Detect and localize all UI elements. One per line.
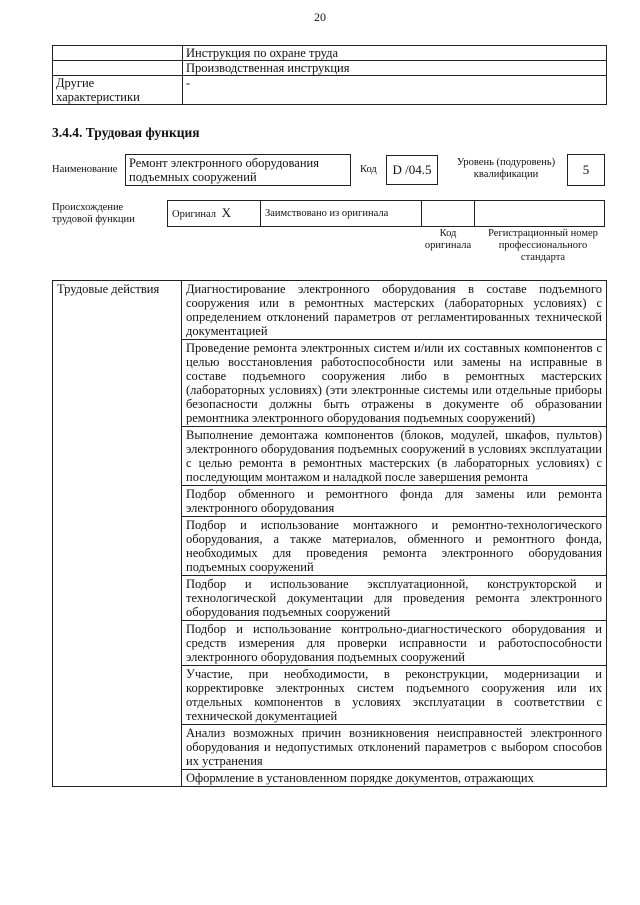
labor-action-item: Анализ возможных причин возникновения неисправностей электронного оборудования и недопустимых отклонений параметров с выбором способов их устранения: [182, 725, 607, 770]
original-cell: [168, 201, 261, 227]
function-name-value: Ремонт электронного оборудования подъемных сооружений: [125, 154, 351, 186]
labor-action-item: Подбор и использование монтажного и ремонтно-технологического оборудования, а также материалов, обменного и ремонтного фонда, необходимых для проведения ремонта электронного оборудования подъемных сооружений: [182, 517, 607, 576]
table-cell: -: [183, 76, 607, 105]
name-label: Наименование: [52, 164, 118, 175]
table-row: [53, 76, 607, 105]
table-row: [168, 201, 605, 227]
labor-actions-table: [52, 280, 607, 787]
qualification-level-value: 5: [567, 154, 605, 186]
table-cell: Инструкция по охране труда: [183, 46, 607, 61]
labor-action-item: Подбор и использование контрольно-диагностического оборудования и средств измерения для проверки исправности и работоспособности электронного оборудования подъемных сооружений: [182, 621, 607, 666]
code-label: Код: [360, 164, 377, 175]
table-row: [53, 281, 607, 340]
borrowed-label: Заимствовано из оригинала: [261, 201, 422, 227]
original-mark: X: [221, 204, 232, 220]
labor-action-item: Подбор обменного и ремонтного фонда для замены или ремонта электронного оборудования: [182, 486, 607, 517]
qualification-level-label: Уровень (подуровень) квалификации: [456, 157, 556, 180]
original-label: Оригинал: [172, 208, 216, 220]
labor-action-item: Диагностирование электронного оборудования в составе подъемного сооружения или в ремонтных мастерских (лабораторных условиях) с определением отклонений параметров от регламентированных технической документацией: [182, 281, 607, 340]
table-cell: Производственная инструкция: [183, 61, 607, 76]
section-title: 3.4.4. Трудовая функция: [52, 125, 200, 140]
table-cell: [53, 46, 183, 61]
origin-table: [167, 200, 605, 227]
characteristics-table: [52, 45, 607, 105]
labor-action-item: Участие, при необходимости, в реконструкции, модернизации и корректировке электронных систем подъемного сооружения или их отдельных компонентов в условиях эксплуатации в соответствии с технической документацией: [182, 666, 607, 725]
labor-action-item: Оформление в установленном порядке документов, отражающих: [182, 770, 607, 787]
original-code-caption: Код оригинала: [424, 228, 472, 251]
registration-number-caption: Регистрационный номер профессионального стандарта: [488, 228, 598, 263]
labor-action-item: Проведение ремонта электронных систем и/или их составных компонентов с целью восстановления работоспособности или замены на исправные в составе подъемного сооружения либо в ремонтных мастерских (лабораторных условиях) (эти электронные системы или отдельные приборы безопасности должны быть отражены в документе об образовании ремонтника электронного оборудования подъемных сооружений): [182, 340, 607, 427]
other-characteristics-label: Другие характеристики: [53, 76, 183, 105]
table-cell: [422, 201, 475, 227]
table-row: [53, 46, 607, 61]
labor-action-item: Выполнение демонтажа компонентов (блоков, модулей, шкафов, пультов) электронного оборудования подъемных сооружений в условиях эксплуатации с целью ремонта в ремонтных мастерских (в лабораторных условиях) с последующим монтажом и наладкой после завершения ремонта: [182, 427, 607, 486]
labor-actions-label: Трудовые действия: [53, 281, 182, 787]
origin-label: Происхождение трудовой функции: [52, 202, 135, 225]
page-number: 20: [314, 10, 326, 24]
code-value: D /04.5: [386, 155, 438, 185]
table-row: [53, 61, 607, 76]
table-cell: [475, 201, 605, 227]
table-cell: [53, 61, 183, 76]
labor-action-item: Подбор и использование эксплуатационной, конструкторской и технологической документации для проведения ремонта электронного оборудования подъемных сооружений: [182, 576, 607, 621]
